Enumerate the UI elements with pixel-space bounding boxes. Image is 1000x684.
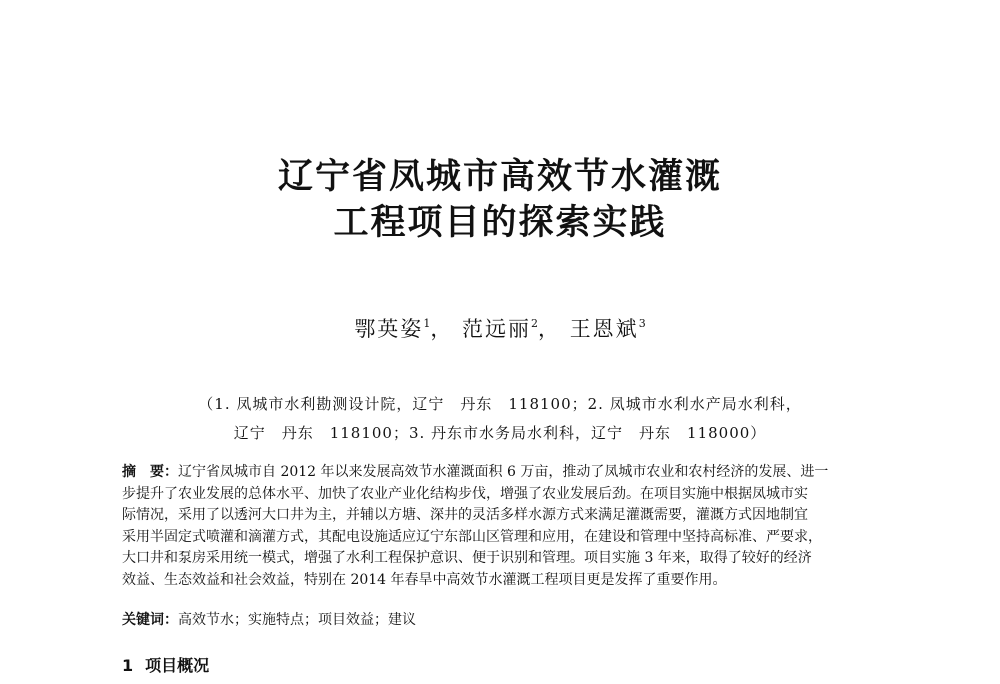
abstract-line (122, 462, 884, 484)
affiliation-line-1: （1. 凤城市水利勘测设计院，辽宁 丹东 118100；2. 凤城市水利水产局水利科， (198, 395, 802, 413)
abstract-line: 大口井和泵房采用统一模式，增强了水利工程保护意识、便于识别和管理。项目实施 3 年来，取得了较好的经济 (122, 550, 812, 566)
author-affiliation-marker: 2 (531, 317, 538, 330)
abstract-line: 效益、生态效益和社会效益，特别在 2014 年春旱中高效节水灌溉工程项目更是发挥了重要作用。 (122, 571, 727, 588)
affiliation-line-2: 辽宁 丹东 118100；3. 丹东市水务局水利科，辽宁 丹东 118000） (233, 424, 767, 442)
abstract-line: 步提升了农业发展的总体水平、加快了农业产业化结构步伐，增强了农业发展后劲。在项目实施中根据凤城市实 (122, 485, 808, 502)
author-list (0, 309, 1000, 344)
abstract-text: 辽宁省凤城市自 2012 年以来发展高效节水灌溉面积 6 万亩，推动了凤城市农业和农村经济的发展、进一 (178, 464, 829, 480)
keywords-label: 关键词： (122, 612, 178, 628)
keywords-text: 高效节水；实施特点；项目效益；建议 (178, 612, 416, 628)
author-name: 王恩斌 (569, 317, 639, 341)
paper-title-line-1: 辽宁省凤城市高效节水灌溉 (277, 157, 722, 197)
section-heading (122, 655, 209, 677)
abstract (122, 462, 884, 591)
author-affiliation-marker: 3 (638, 317, 646, 330)
keywords (122, 609, 416, 631)
paper-title-line-2: 工程项目的探索实践 (333, 203, 667, 243)
section-title: 项目概况 (145, 656, 210, 675)
author-name: 鄂英姿 (354, 317, 424, 341)
author-affiliation-marker: 1 (423, 317, 431, 330)
section-number: 1 (122, 656, 134, 675)
abstract-line: 际情况，采用了以透河大口井为主，并辅以方塘、深井的灵活多样水源方式来满足灌溉需要，灌溉方式因地制宜 (122, 507, 808, 523)
author-separator: ， (430, 317, 454, 341)
author-separator: ， (538, 317, 561, 341)
author-name: 范远丽 (462, 317, 531, 341)
abstract-label: 摘 要： (122, 464, 178, 480)
abstract-line: 采用半固定式喷灌和滴灌方式，其配电设施适应辽宁东部山区管理和应用，在建设和管理中坚持高标准、严要求， (122, 528, 822, 545)
